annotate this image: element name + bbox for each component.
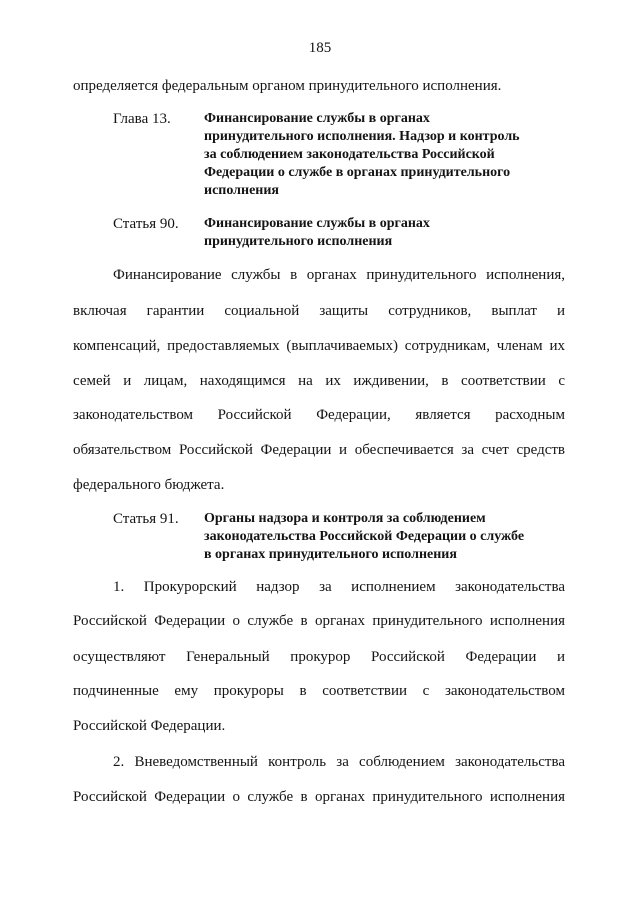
paragraph-line: обязательством Российской Федерации и обеспечивается за счет средств — [73, 442, 565, 458]
paragraph-line: подчиненные ему прокуроры в соответствии с законодательством — [73, 683, 565, 699]
paragraph-line: законодательством Российской Федерации, является расходным — [73, 407, 565, 423]
chapter-title-line: принудительного исполнения. Надзор и контроль — [204, 129, 520, 144]
chapter-title-line: за соблюдением законодательства Российской — [204, 147, 495, 162]
chapter-title — [204, 110, 604, 200]
paragraph-line: Российской Федерации о службе в органах принудительного исполнения — [73, 613, 565, 629]
paragraph-line: Российской Федерации о службе в органах принудительного исполнения — [73, 789, 565, 805]
chapter-title-line: исполнения — [204, 183, 280, 198]
article-title — [204, 510, 604, 564]
paragraph-line: 2. Вневедомственный контроль за соблюдением законодательства — [113, 754, 565, 770]
paragraph-line: Финансирование службы в органах принудительного исполнения, — [113, 267, 565, 283]
article-title-line: Органы надзора и контроля за соблюдением — [204, 511, 486, 526]
chapter-title-line: Федерации о службе в органах принудительного — [204, 165, 511, 180]
paragraph-line: Российской Федерации. — [73, 718, 226, 734]
page-number: 185 — [308, 40, 332, 56]
article-title — [204, 215, 604, 251]
article-label: Статья 90. — [113, 216, 179, 232]
paragraph-line: включая гарантии социальной защиты сотрудников, выплат и — [73, 303, 565, 319]
paragraph-line: осуществляют Генеральный прокурор Российской Федерации и — [73, 649, 565, 665]
chapter-label: Глава 13. — [113, 111, 171, 127]
paragraph-line: федерального бюджета. — [73, 477, 225, 493]
chapter-title-line: Финансирование службы в органах — [204, 111, 430, 126]
article-title-line: законодательства Российской Федерации о службе — [204, 529, 525, 544]
article-title-line: принудительного исполнения — [204, 234, 393, 249]
article-title-line: Финансирование службы в органах — [204, 216, 430, 231]
paragraph-line: 1. Прокурорский надзор за исполнением законодательства — [113, 579, 565, 595]
article-title-line: в органах принудительного исполнения — [204, 547, 457, 562]
article-label: Статья 91. — [113, 511, 179, 527]
paragraph-line: семей и лицам, находящимся на их иждивении, в соответствии с — [73, 373, 565, 389]
paragraph-line: компенсаций, предоставляемых (выплачиваемых) сотрудникам, членам их — [73, 338, 565, 354]
continuation-line: определяется федеральным органом принудительного исполнения. — [73, 78, 502, 94]
